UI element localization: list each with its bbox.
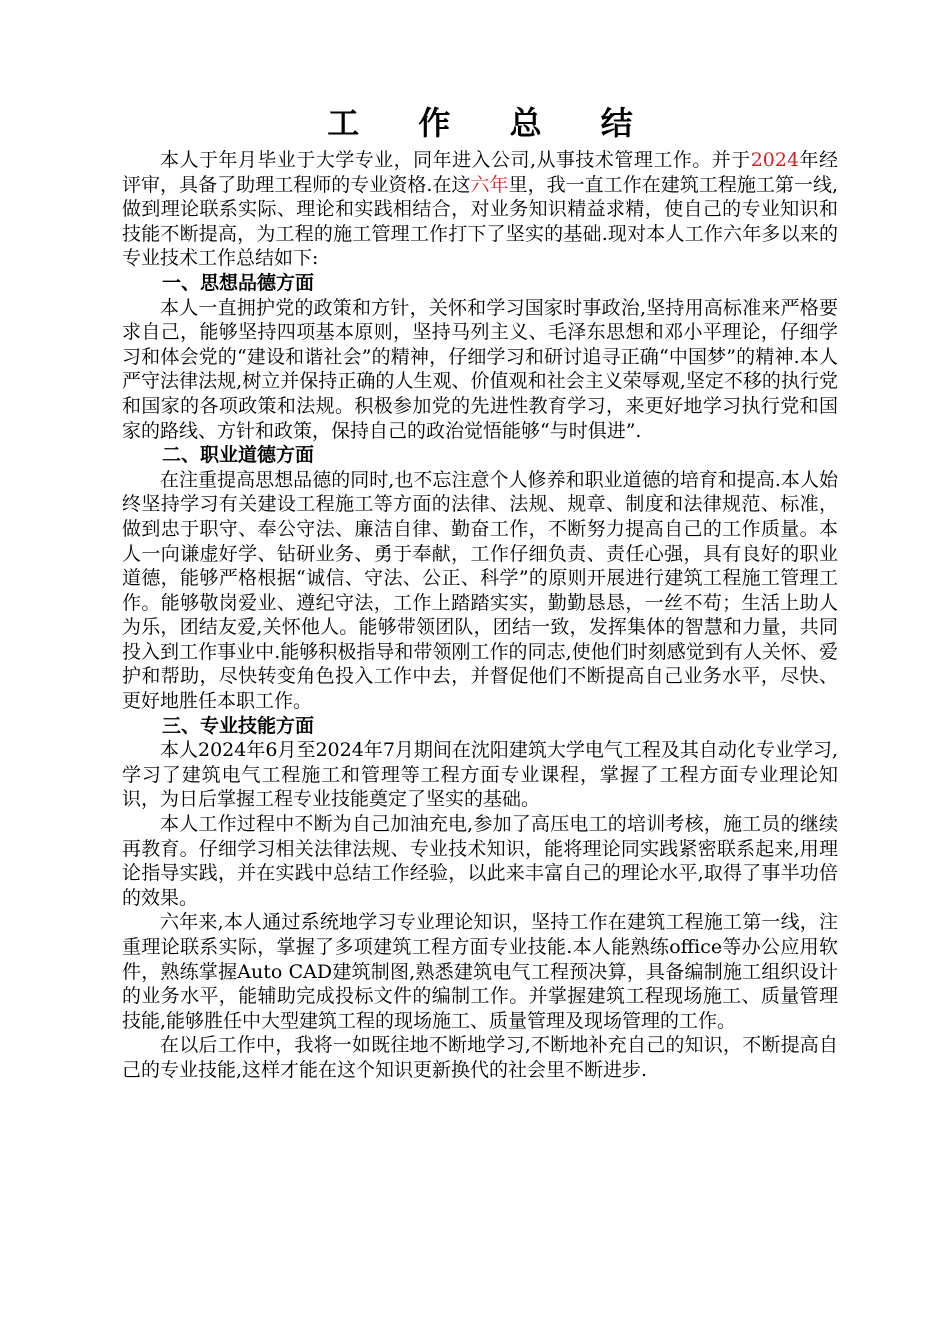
- section-heading-skills: 三、专业技能方面: [162, 714, 315, 737]
- section-heading-ideology: 一、思想品德方面: [162, 271, 315, 294]
- intro-text-1: 本人于年月毕业于大学专业，同年进入公司,从事技术管理工作。并于: [160, 149, 751, 171]
- intro-text-2: 年经评审，具备了助理工程师的专业资格.在这: [122, 149, 838, 196]
- document-page: [122, 100, 838, 1083]
- section-paragraph: 本人2024年6月至2024年7月期间在沈阳建筑大学电气工程及其自动化专业学习,学习了建筑电气工程施工和管理等工程方面专业课程，掌握了工程方面专业理论知识，为日后掌握工程专业技能奠定了坚实的基础。: [122, 739, 838, 811]
- document-title: 工 作 总 结: [327, 104, 657, 142]
- intro-text-3: 里，我一直工作在建筑工程施工第一线,做到理论联系实际、理论和实践相结合，对业务知识精益求精，使自己的专业知识和技能不断提高，为工程的施工管理工作打下了坚实的基础.现对本人工作六年多以来的专业技术工作总结如下:: [122, 173, 839, 270]
- intro-six-years-highlight: 六年: [470, 173, 509, 196]
- section-paragraph: 本人一直拥护党的政策和方针，关怀和学习国家时事政治,坚持用高标准来严格要求自己，能够坚持四项基本原则，坚持马列主义、毛泽东思想和邓小平理论，仔细学习和体会党的“建设和谐社会”的精神，仔细学习和研讨追寻正确“中国梦”的精神.本人严守法律法规,树立并保持正确的人生观、价值观和社会主义荣辱观,坚定不移的执行党和国家的各项政策和法规。积极参加党的先进性教育学习，来更好地学习执行党和国家的路线、方针和政策，保持自己的政治觉悟能够“与时俱进”.: [122, 296, 838, 442]
- section-heading-ethics: 二、职业道德方面: [162, 444, 315, 467]
- section-paragraph: 本人工作过程中不断为自己加油充电,参加了高压电工的培训考核，施工员的继续再教育。仔细学习相关法律法规、专业技术知识，能将理论同实践紧密联系起来,用理论指导实践，并在实践中总结工作经验，以此来丰富自己的理论水平,取得了事半功倍的效果。: [122, 813, 838, 909]
- section-paragraph: 在以后工作中，我将一如既往地不断地学习,不断地补充自己的知识，不断提高自己的专业技能,这样才能在这个知识更新换代的社会里不断进步.: [122, 1034, 838, 1081]
- intro-paragraph: [122, 148, 838, 271]
- section-paragraph: 在注重提高思想品德的同时,也不忘注意个人修养和职业道德的培育和提高.本人始终坚持学习有关建设工程施工等方面的法律、法规、规章、制度和法律规范、标准，做到忠于职守、奉公守法、廉洁自律、勤奋工作，不断努力提高自己的工作质量。本人一向谦虚好学、钻研业务、勇于奉献，工作仔细负责、责任心强，具有良好的职业道德，能够严格根据“诚信、守法、公正、科学”的原则开展进行建筑工程施工管理工作。能够敬岗爱业、遵纪守法，工作上踏踏实实，勤勤恳恳，一丝不苟；生活上助人为乐，团结友爱,关怀他人。能够带领团队，团结一致，发挥集体的智慧和力量，共同投入到工作事业中.能够积极指导和带领刚工作的同志,使他们时刻感觉到有人关怀、爱护和帮助，尽快转变角色投入工作中去，并督促他们不断提高自己业务水平，尽快、更好地胜任本职工作。: [122, 468, 838, 713]
- intro-year-highlight: 2024: [750, 149, 800, 171]
- section-paragraph: 六年来,本人通过系统地学习专业理论知识，坚持工作在建筑工程施工第一线，注重理论联系实际，掌握了多项建筑工程方面专业技能.本人能熟练office等办公应用软件，熟练掌握Auto CAD建筑制图,熟悉建筑电气工程预决算，具备编制施工组织设计的业务水平，能辅助完成投标文件的编制工作。并掌握建筑工程现场施工、质量管理技能,能够胜任中大型建筑工程的现场施工、质量管理及现场管理的工作。: [122, 911, 838, 1032]
